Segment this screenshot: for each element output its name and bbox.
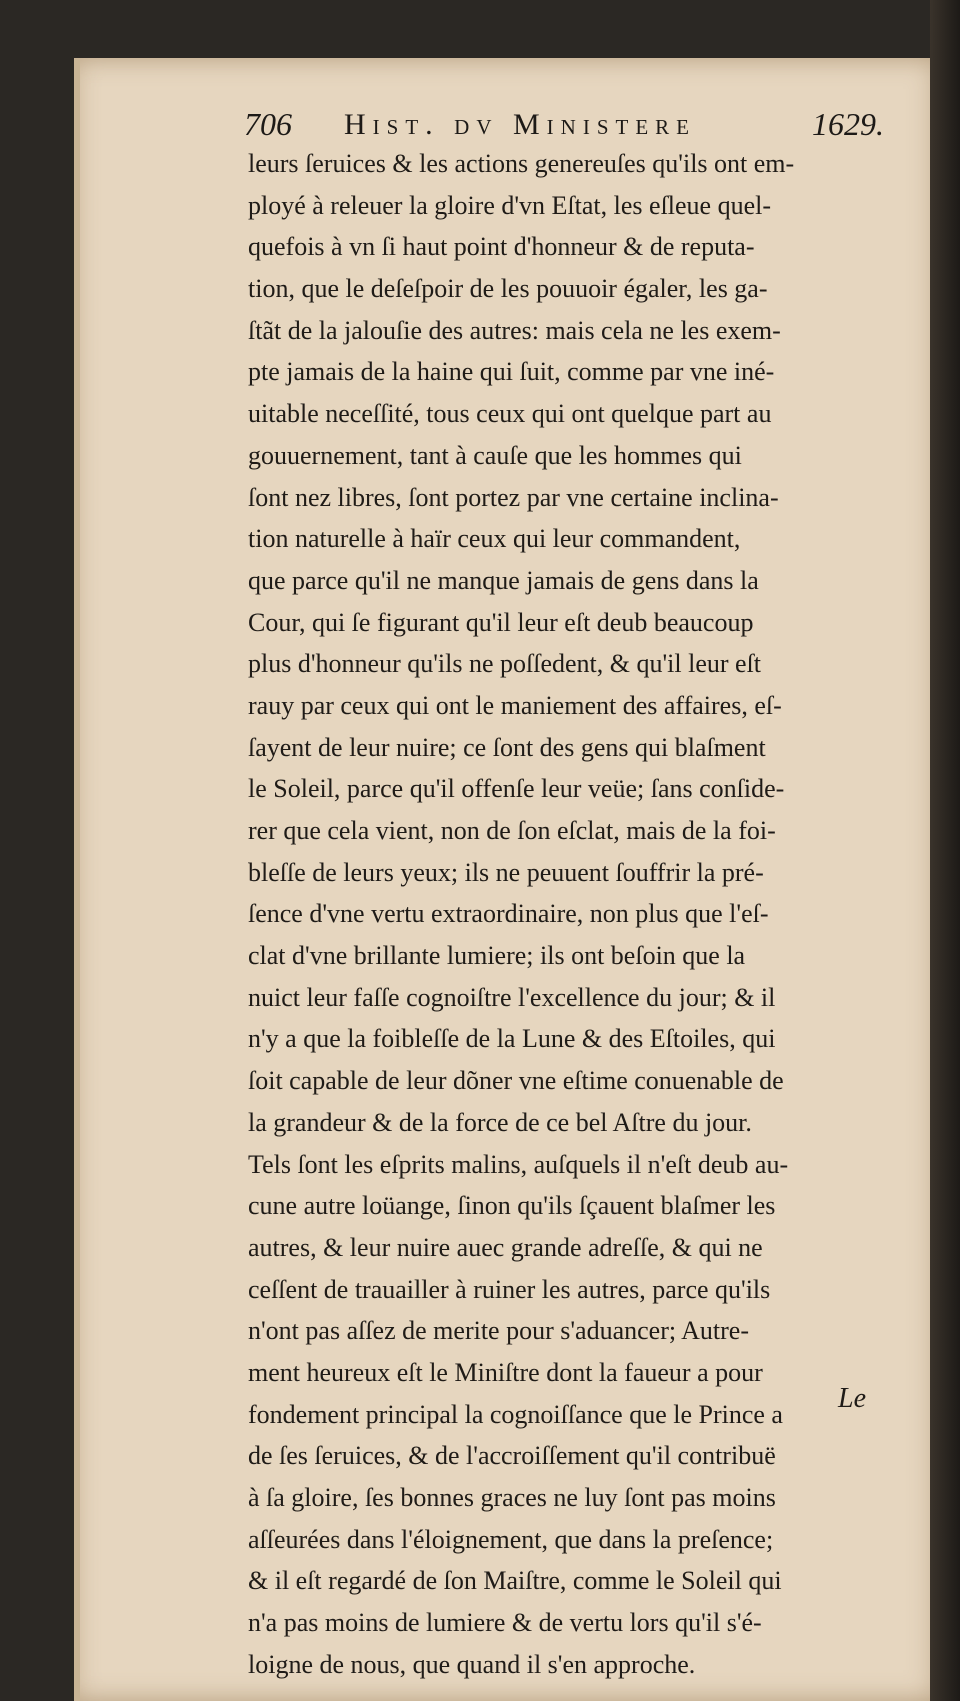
text-line: à ſa gloire, ſes bonnes graces ne luy ſont pas moins <box>248 1483 776 1512</box>
catchword: Le <box>838 1383 866 1414</box>
text-line: n'a pas moins de lumiere & de vertu lors qu'il s'é- <box>248 1608 762 1638</box>
text-line: ſayent de leur nuire; ce ſont des gens qui blaſment <box>248 732 766 762</box>
text-line: n'ont pas aſſez de merite pour s'aduancer; Autre- <box>248 1316 750 1346</box>
text-line: ſoit capable de leur dõner vne eſtime conuenable de <box>248 1066 784 1096</box>
text-line: cune autre loüange, ſinon qu'ils ſçauent blaſmer les <box>248 1191 776 1221</box>
text-line: Tels ſont les eſprits malins, auſquels il n'eſt deub au- <box>248 1149 789 1179</box>
text-line: ployé à releuer la gloire d'vn Eſtat, les eſleue quel- <box>248 190 772 220</box>
text-line: Cour, qui ſe figurant qu'il leur eſt deub beaucoup <box>248 607 754 637</box>
text-line: rer que cela vient, non de ſon eſclat, mais de la foi- <box>248 816 776 845</box>
page-edge <box>74 58 80 1701</box>
text-line: autres, & leur nuire auec grande adreſſe, & qui ne <box>248 1232 763 1262</box>
text-line: ſont nez libres, ſont portez par vne certaine inclina- <box>248 482 779 512</box>
text-line: fondement principal la cognoiſſance que le Prince a <box>248 1399 783 1429</box>
text-line: loigne de nous, que quand il s'en approche. <box>248 1649 696 1679</box>
text-line: clat d'vne brillante lumiere; ils ont beſoin que la <box>248 941 746 971</box>
text-line: bleſſe de leurs yeux; ils ne peuuent ſouffrir la pré- <box>248 857 764 887</box>
text-line: leurs ſeruices & les actions genereuſes qu'ils ont em- <box>248 149 795 178</box>
text-line: de ſes ſeruices, & de l'accroiſſement qu'il contribuë <box>248 1441 776 1471</box>
text-line: nuict leur faſſe cognoiſtre l'excellence du jour; & il <box>248 982 776 1012</box>
book-gutter <box>930 0 960 1701</box>
text-line: rauy par ceux qui ont le maniement des affaires, eſ- <box>248 690 782 720</box>
running-title: Hist. dv Ministere <box>344 108 696 141</box>
text-line: uitable neceſſité, tous ceux qui ont quelque part au <box>248 399 772 429</box>
text-line: tion naturelle à haïr ceux qui leur commandent, <box>248 524 741 554</box>
year-marker: 1629. <box>812 106 884 142</box>
body-text <box>248 143 888 1685</box>
text-line: ſtãt de la jalouſie des autres: mais cela ne les exem- <box>248 315 781 345</box>
running-header <box>244 106 884 142</box>
text-line: ſence d'vne vertu extraordinaire, non plus que l'eſ- <box>248 899 769 929</box>
text-line: le Soleil, parce qu'il offenſe leur veüe; ſans conſide- <box>248 774 785 804</box>
page-number: 706 <box>244 106 292 142</box>
text-line: n'y a que la foibleſſe de la Lune & des Eſtoiles, qui <box>248 1024 776 1054</box>
text-line: & il eſt regardé de ſon Maiſtre, comme le Soleil qui <box>248 1566 782 1596</box>
text-line: la grandeur & de la force de ce bel Aſtre du jour. <box>248 1107 752 1137</box>
text-line: aſſeurées dans l'éloignement, que dans la preſence; <box>248 1524 774 1554</box>
text-line: ceſſent de trauailler à ruiner les autres, parce qu'ils <box>248 1274 771 1304</box>
text-line: plus d'honneur qu'ils ne poſſedent, & qu'il leur eſt <box>248 649 762 679</box>
text-line: ment heureux eſt le Miniſtre dont la faueur a pour <box>248 1357 763 1387</box>
text-line: pte jamais de la haine qui ſuit, comme par vne iné- <box>248 357 775 387</box>
text-line: que parce qu'il ne manque jamais de gens dans la <box>248 565 759 595</box>
text-line: gouuernement, tant à cauſe que les hommes qui <box>248 440 742 470</box>
text-line: tion, que le deſeſpoir de les pouuoir égaler, les ga- <box>248 274 768 304</box>
text-line: quefois à vn ſi haut point d'honneur & de reputa- <box>248 232 755 262</box>
